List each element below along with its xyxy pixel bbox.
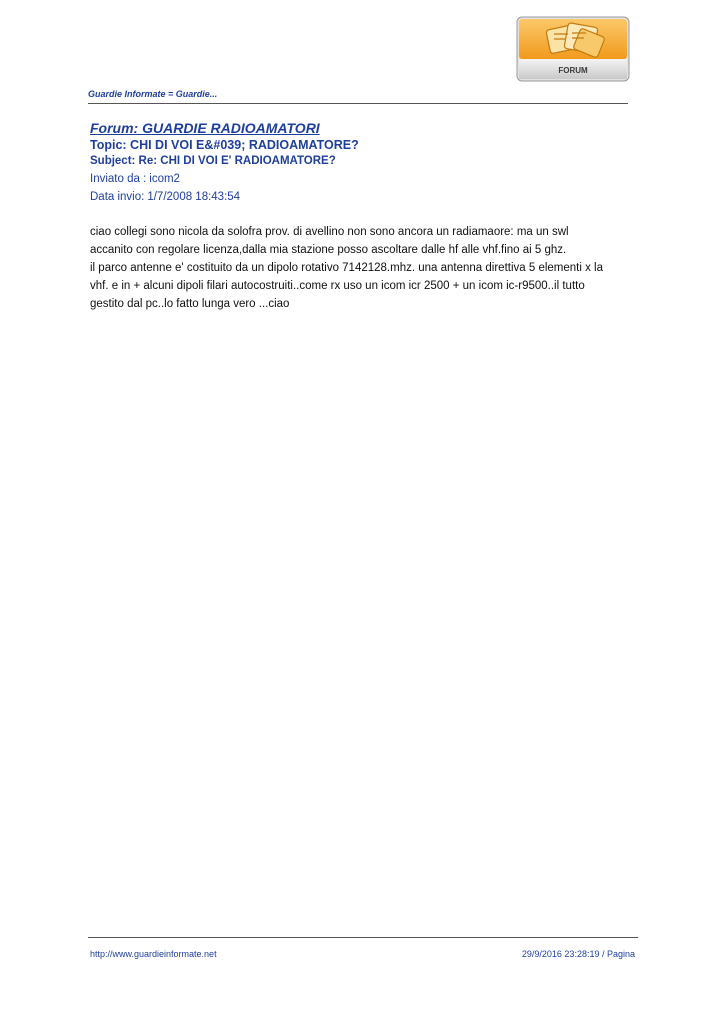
post-body-line: vhf. e in + alcuni dipoli filari autocostruiti..come rx uso un icom icr 2500 + un icom ic-r9500..il tutto xyxy=(90,280,585,292)
post-date xyxy=(90,191,240,203)
forum-chat-bubbles-icon xyxy=(516,16,630,82)
footer-timestamp: 29/9/2016 23:28:19 / Pagina xyxy=(521,949,635,959)
topic-title: Topic: CHI DI VOI E&#039; RADIOAMATORE? xyxy=(90,138,359,152)
forum-logo xyxy=(516,16,630,82)
site-name: Guardie Informate = Guardie... xyxy=(88,89,218,99)
post-body-line: il parco antenne e' costituito da un dipolo rotativo 7142128.mhz. una antenna direttiva 5 elementi x la xyxy=(90,262,604,274)
subject-title: Subject: Re: CHI DI VOI E' RADIOAMATORE? xyxy=(90,155,336,167)
author-label: Inviato da : xyxy=(90,173,147,185)
date-label: Data invio: xyxy=(90,191,145,203)
post-body-line: ciao collegi sono nicola da solofra prov. di avellino non sono ancora un radiamaore: ma un swl xyxy=(90,226,569,238)
footer-divider xyxy=(88,937,638,938)
author-name: icom2 xyxy=(149,173,180,185)
post-body-line: gestito dal pc..lo fatto lunga vero ...ciao xyxy=(90,298,290,310)
forum-title-link[interactable]: Forum: GUARDIE RADIOAMATORI xyxy=(90,120,320,136)
post-body xyxy=(90,223,650,313)
post-body-line: accanito con regolare licenza,dalla mia stazione posso ascoltare dalle hf alle vhf.fino ai 5 ghz. xyxy=(90,244,567,256)
footer-url-link[interactable]: http://www.guardieinformate.net xyxy=(90,949,217,959)
post-author xyxy=(90,173,180,185)
header-divider xyxy=(88,103,628,104)
logo-label: FORUM xyxy=(558,66,588,75)
date-value: 1/7/2008 18:43:54 xyxy=(147,191,241,203)
